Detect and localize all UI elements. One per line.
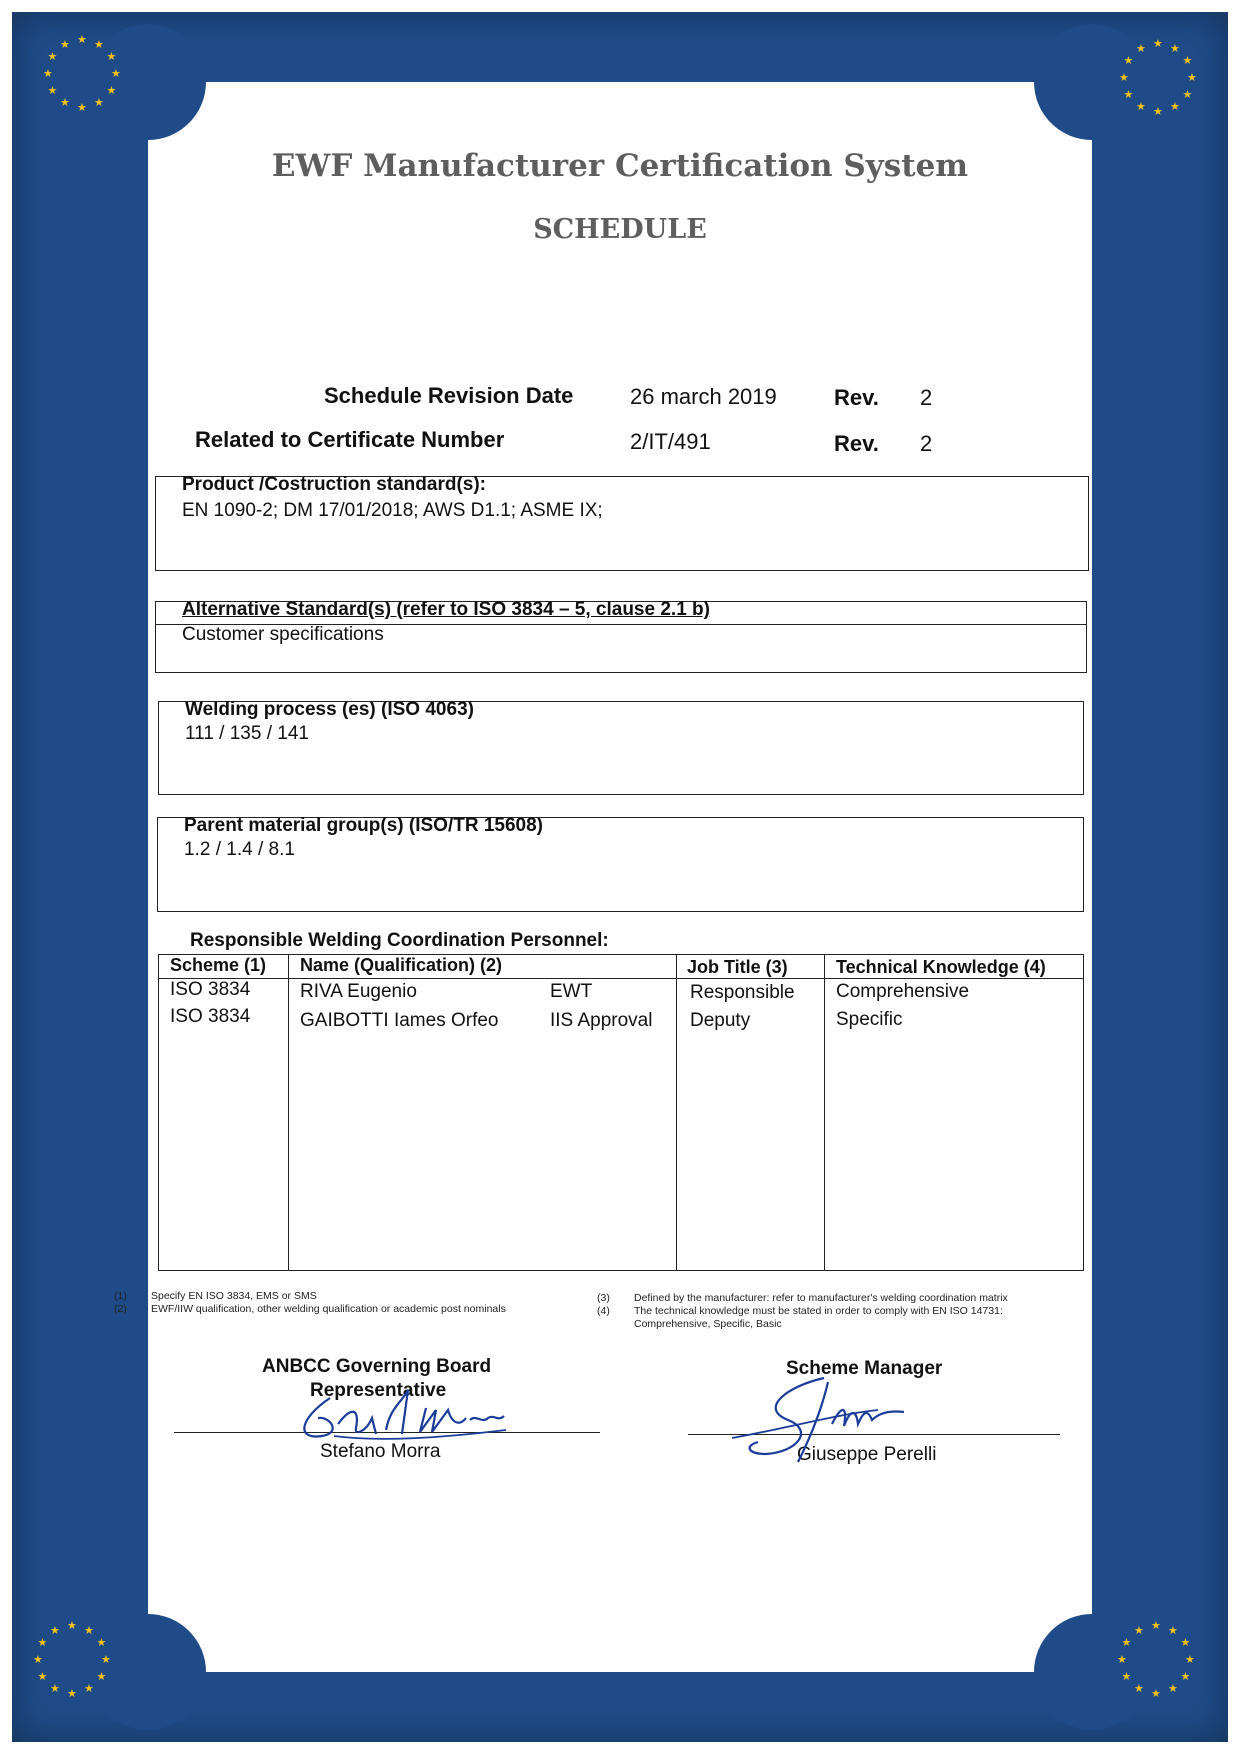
star-icon: ★: [67, 1619, 77, 1632]
table-column-divider: [288, 954, 289, 1271]
footnote-text: EWF/IIW qualification, other welding qualification or academic post nominals: [151, 1303, 506, 1315]
eu-stars-icon: [1112, 32, 1204, 124]
star-icon: ★: [1187, 71, 1197, 84]
welding-processes-label: Welding process (es) (ISO 4063): [185, 699, 474, 720]
table-header-name: Name (Qualification) (2): [300, 955, 503, 975]
table-header-knowledge: Technical Knowledge (4): [836, 957, 1046, 977]
personnel-heading: Responsible Welding Coordination Personnel:: [190, 930, 609, 951]
star-icon: ★: [37, 1636, 48, 1649]
star-icon: ★: [96, 1670, 107, 1683]
table-header-scheme: Scheme (1): [170, 955, 267, 975]
star-icon: ★: [1153, 37, 1163, 50]
product-standards-label: Product /Costruction standard(s):: [182, 474, 487, 495]
revision-date-value: 26 march 2019: [630, 384, 777, 409]
star-icon: ★: [1170, 41, 1180, 55]
revision-date-rev-label: Rev.: [834, 385, 879, 410]
page-subtitle: SCHEDULE: [533, 214, 707, 245]
star-icon: ★: [94, 37, 104, 51]
right-signatory-title: Scheme Manager: [786, 1358, 943, 1379]
star-icon: ★: [1151, 1619, 1161, 1632]
table-cell-qualification: EWT: [550, 981, 593, 1002]
table-column-divider: [676, 954, 677, 1271]
star-icon: ★: [1136, 41, 1146, 55]
footnote-number: (3): [597, 1292, 610, 1304]
table-column-divider: [824, 954, 825, 1271]
star-icon: ★: [37, 1670, 48, 1683]
star-icon: ★: [1123, 88, 1134, 101]
star-icon: ★: [96, 1636, 107, 1649]
right-signature-image: [728, 1368, 928, 1468]
star-icon: ★: [1182, 88, 1193, 101]
star-icon: ★: [1117, 1653, 1127, 1666]
star-icon: ★: [67, 1687, 77, 1700]
parent-materials-value: 1.2 / 1.4 / 8.1: [184, 839, 295, 860]
alternative-standards-label: Alternative Standard(s) (refer to ISO 3834 – 5, clause 2.1 b): [182, 599, 710, 620]
parent-materials-label: Parent material group(s) (ISO/TR 15608): [184, 815, 543, 836]
star-icon: ★: [1134, 1623, 1144, 1637]
star-icon: ★: [1185, 1653, 1195, 1666]
certificate-number-label: Related to Certificate Number: [195, 427, 505, 452]
star-icon: ★: [1119, 71, 1129, 84]
star-icon: ★: [60, 96, 70, 110]
star-icon: ★: [1136, 100, 1146, 114]
welding-processes-value: 111 / 135 / 141: [185, 723, 309, 744]
table-header-job: Job Title (3): [687, 957, 788, 977]
eu-stars-icon: [1110, 1614, 1202, 1706]
star-icon: ★: [1121, 1636, 1132, 1649]
table-cell-name: RIVA Eugenio: [300, 981, 417, 1002]
revision-date-label: Schedule Revision Date: [324, 383, 574, 408]
left-signatory-name: Stefano Morra: [320, 1441, 441, 1462]
product-standards-value: EN 1090-2; DM 17/01/2018; AWS D1.1; ASME IX;: [182, 500, 603, 521]
star-icon: ★: [77, 33, 87, 46]
table-header-divider: [158, 978, 1084, 979]
star-icon: ★: [84, 1682, 94, 1696]
star-icon: ★: [33, 1653, 43, 1666]
eu-stars-icon: [26, 1614, 118, 1706]
star-icon: ★: [1170, 100, 1180, 114]
star-icon: ★: [60, 37, 70, 51]
certificate-number-value: 2/IT/491: [630, 429, 711, 454]
eu-stars-icon: [36, 28, 128, 120]
footnote-text: Defined by the manufacturer: refer to manufacturer's welding coordination matrix: [634, 1292, 1008, 1304]
star-icon: ★: [94, 96, 104, 110]
page-title: EWF Manufacturer Certification System: [271, 148, 969, 184]
star-icon: ★: [1123, 54, 1134, 67]
table-cell-knowledge: Specific: [836, 1009, 903, 1030]
revision-date-rev-value: 2: [920, 385, 933, 410]
star-icon: ★: [47, 84, 58, 97]
star-icon: ★: [1134, 1682, 1144, 1696]
star-icon: ★: [101, 1653, 111, 1666]
star-icon: ★: [106, 84, 117, 97]
star-icon: ★: [1151, 1687, 1161, 1700]
right-signatory-name: Giuseppe Perelli: [797, 1444, 937, 1465]
table-cell-job: Responsible: [690, 982, 795, 1003]
star-icon: ★: [106, 50, 117, 63]
star-icon: ★: [1121, 1670, 1132, 1683]
left-signature-image: [290, 1378, 520, 1458]
left-signatory-title: ANBCC Governing Board: [262, 1356, 492, 1377]
alternative-standards-value: Customer specifications: [182, 624, 384, 645]
star-icon: ★: [1180, 1636, 1191, 1649]
star-icon: ★: [50, 1623, 60, 1637]
star-icon: ★: [1180, 1670, 1191, 1683]
left-signatory-title: Representative: [310, 1380, 447, 1401]
star-icon: ★: [84, 1623, 94, 1637]
certificate-rev-value: 2: [920, 431, 933, 456]
table-cell-scheme: ISO 3834: [170, 979, 251, 1000]
table-cell-name: GAIBOTTI Iames Orfeo: [300, 1010, 499, 1031]
table-cell-job: Deputy: [690, 1010, 751, 1031]
footnote-number: (1): [114, 1290, 127, 1302]
star-icon: ★: [1153, 105, 1163, 118]
star-icon: ★: [1182, 54, 1193, 67]
footnote-number: (4): [597, 1305, 610, 1317]
footnote-text: The technical knowledge must be stated in order to comply with EN ISO 14731:: [634, 1305, 1003, 1317]
footnote-text: Comprehensive, Specific, Basic: [634, 1318, 782, 1330]
table-cell-qualification: IIS Approval: [550, 1010, 653, 1031]
star-icon: ★: [43, 67, 53, 80]
star-icon: ★: [47, 50, 58, 63]
table-cell-knowledge: Comprehensive: [836, 981, 970, 1002]
table-cell-scheme: ISO 3834: [170, 1006, 251, 1027]
footnote-text: Specify EN ISO 3834, EMS or SMS: [151, 1290, 317, 1302]
footnote-number: (2): [114, 1303, 127, 1315]
star-icon: ★: [77, 101, 87, 114]
star-icon: ★: [1168, 1623, 1178, 1637]
star-icon: ★: [50, 1682, 60, 1696]
certificate-rev-label: Rev.: [834, 431, 879, 456]
star-icon: ★: [1168, 1682, 1178, 1696]
star-icon: ★: [111, 67, 121, 80]
